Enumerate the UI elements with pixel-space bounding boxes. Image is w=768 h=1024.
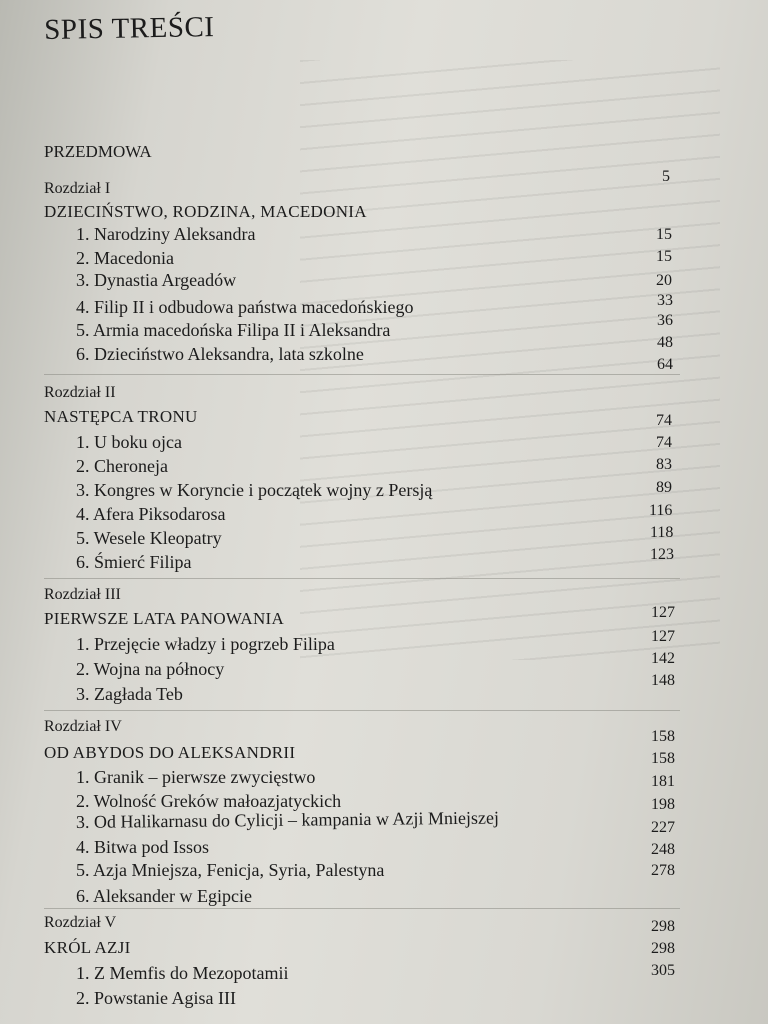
chapter-5-entry-1-page: 305 <box>651 962 675 979</box>
chapter-2-entry-6-page: 123 <box>650 546 674 563</box>
chapter-4-entry-5: 5. Azja Mniejsza, Fenicja, Syria, Palestyna <box>76 860 385 880</box>
chapter-3-label: Rozdział III <box>44 586 121 603</box>
chapter-5-title: KRÓL AZJI <box>44 938 131 957</box>
chapter-3-entry-2-page: 142 <box>651 650 675 667</box>
chapter-divider <box>44 374 680 375</box>
chapter-2-entry-5: 5. Wesele Kleopatry <box>76 528 222 548</box>
chapter-1-entry-2-page: 15 <box>656 248 672 265</box>
chapter-4-label-page: 158 <box>651 728 675 745</box>
chapter-divider <box>44 710 680 711</box>
preface-page-number: 5 <box>662 168 670 185</box>
chapter-5-title-page: 298 <box>651 940 675 957</box>
preface-label: PRZEDMOWA <box>44 142 152 161</box>
chapter-4-entry-6: 6. Aleksander w Egipcie <box>76 886 252 906</box>
page-title: SPIS TREŚCI <box>44 11 215 46</box>
chapter-3-entry-1-page: 127 <box>651 628 675 645</box>
chapter-4-entry-4: 4. Bitwa pod Issos <box>76 837 210 857</box>
chapter-2-entry-3: 3. Kongres w Koryncie i początek wojny z Persją <box>76 480 433 500</box>
chapter-4-entry-2: 2. Wolność Greków małoazjatyckich <box>76 791 342 811</box>
chapter-5-label: Rozdział V <box>44 914 117 931</box>
chapter-2-entry-6: 6. Śmierć Filipa <box>76 552 192 572</box>
chapter-4-entry-1-page: 181 <box>651 773 675 790</box>
chapter-2-title-page: 74 <box>656 412 672 429</box>
chapter-3-entry-1: 1. Przejęcie władzy i pogrzeb Filipa <box>76 634 335 654</box>
chapter-4-entry-5-page: 278 <box>651 862 675 879</box>
chapter-1-entry-6: 6. Dzieciństwo Aleksandra, lata szkolne <box>76 344 364 364</box>
chapter-3-title-page: 127 <box>651 604 675 621</box>
chapter-2-label: Rozdział II <box>44 384 116 401</box>
chapter-1-entry-1: 1. Narodziny Aleksandra <box>76 224 256 244</box>
chapter-1-entry-3-page: 20 <box>656 272 672 289</box>
chapter-1-entry-5: 5. Armia macedońska Filipa II i Aleksandra <box>76 320 391 340</box>
chapter-4-entry-3-page: 227 <box>651 819 675 836</box>
chapter-3-entry-3-page: 148 <box>651 672 675 689</box>
chapter-2-entry-4: 4. Afera Piksodarosa <box>76 504 226 524</box>
chapter-5-entry-1: 1. Z Memfis do Mezopotamii <box>76 963 289 983</box>
chapter-4-title: OD ABYDOS DO ALEKSANDRII <box>44 743 296 762</box>
chapter-1-entry-4-page: 33 <box>657 292 673 309</box>
chapter-2-entry-1-page: 74 <box>656 434 672 451</box>
chapter-1-trailing-page: 64 <box>657 356 673 373</box>
chapter-1-title: DZIECIŃSTWO, RODZINA, MACEDONIA <box>44 202 367 221</box>
chapter-4-entry-4-page: 248 <box>651 841 675 858</box>
chapter-4-label: Rozdział IV <box>44 718 122 735</box>
chapter-1-entry-1-page: 15 <box>656 226 672 243</box>
chapter-2-entry-3-page: 89 <box>656 479 672 496</box>
chapter-2-entry-2: 2. Cheroneja <box>76 456 168 476</box>
chapter-2-entry-2-page: 83 <box>656 456 672 473</box>
chapter-4-entry-3: 3. Od Halikarnasu do Cylicji – kampania w Azji Mniejszej <box>75 807 499 832</box>
chapter-3-entry-3: 3. Zagłada Teb <box>76 684 183 704</box>
chapter-2-entry-5-page: 118 <box>650 524 674 541</box>
chapter-3-entry-2: 2. Wojna na północy <box>76 659 225 679</box>
chapter-4-entry-1: 1. Granik – pierwsze zwycięstwo <box>76 767 316 787</box>
chapter-1-entry-2: 2. Macedonia <box>76 248 174 268</box>
chapter-2-entry-4-page: 116 <box>649 502 673 519</box>
chapter-1-entry-6-page: 48 <box>657 334 673 351</box>
chapter-4-entry-2-page: 198 <box>651 796 675 813</box>
chapter-1-entry-4: 4. Filip II i odbudowa państwa macedońskiego <box>76 297 414 317</box>
chapter-2-title: NASTĘPCA TRONU <box>44 407 198 426</box>
chapter-1-entry-5-page: 36 <box>657 312 673 329</box>
chapter-1-entry-3: 3. Dynastia Argeadów <box>76 270 237 290</box>
chapter-divider <box>44 578 680 579</box>
chapter-5-label-page: 298 <box>651 918 675 935</box>
chapter-1-label: Rozdział I <box>44 180 111 197</box>
chapter-divider <box>44 908 680 909</box>
chapter-4-title-page: 158 <box>651 750 675 767</box>
chapter-2-entry-1: 1. U boku ojca <box>76 432 182 452</box>
chapter-5-entry-2: 2. Powstanie Agisa III <box>76 988 236 1008</box>
chapter-3-title: PIERWSZE LATA PANOWANIA <box>44 609 285 628</box>
